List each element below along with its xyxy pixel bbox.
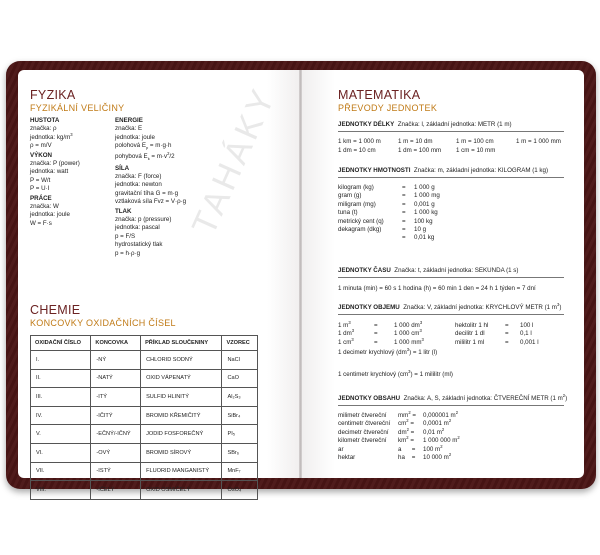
quantity-line: p = h·ρ·g bbox=[115, 249, 141, 257]
cell: NaCl bbox=[222, 351, 258, 370]
conversion: 1 m = 1 000 mm bbox=[516, 138, 561, 145]
quantity-name: VÝKON bbox=[30, 151, 53, 159]
quantity-line: jednotka: joule bbox=[30, 211, 70, 219]
table-row bbox=[31, 443, 258, 462]
section-desc: Značka: t, základní jednotka: SEKUNDA (1 s) bbox=[394, 267, 519, 274]
unit-name: kilometr čtvereční bbox=[338, 437, 387, 445]
conversion: 1 cm = 10 mm bbox=[456, 147, 496, 154]
table-header-row bbox=[31, 336, 258, 351]
cell: II. bbox=[31, 369, 91, 388]
conversion: 1 km = 1 000 m bbox=[338, 138, 381, 145]
quantity-line: pohybová $E_k = m\cdot v^2/2$ bbox=[115, 150, 175, 162]
section-length bbox=[338, 121, 512, 128]
fyzika-subtitle: FYZIKÁLNÍ VELIČINY bbox=[30, 103, 125, 113]
unit-value: 100 l bbox=[520, 322, 534, 329]
unit-value: 100 kg bbox=[414, 217, 433, 225]
quantity-line: jednotka: joule bbox=[115, 133, 155, 141]
unit-name: ar bbox=[338, 445, 344, 453]
oxidation-table bbox=[30, 335, 258, 500]
matematika-title: MATEMATIKA bbox=[338, 88, 421, 102]
cell: I. bbox=[31, 351, 91, 370]
unit-value: 1 000 kg bbox=[414, 209, 438, 217]
quantity-line: značka: F (force) bbox=[115, 172, 162, 180]
cell: V. bbox=[31, 425, 91, 444]
cell: OXID OSMIČELÝ bbox=[141, 481, 222, 500]
volume-left: 1 $m^3$ 1 $dm^3$ 1 $cm^3$ bbox=[338, 319, 355, 346]
quantity-line: vztlaková síla Fvz = V·ρ·g bbox=[115, 198, 187, 206]
volume-equals-2: = = = bbox=[505, 322, 509, 346]
section-desc: Značka: m, základní jednotka: KILOGRAM (1 kg) bbox=[413, 167, 549, 174]
section-mass bbox=[338, 167, 548, 174]
unit-name: dekagram (dkg) bbox=[338, 226, 382, 234]
notebook-spine bbox=[299, 70, 302, 478]
time-conversions: 1 minuta (min) = 60 s 1 hodina (h) = 60 min 1 den = 24 h 1 týden = 7 dní bbox=[338, 285, 536, 292]
cell: -ITÝ bbox=[91, 388, 141, 407]
unit-value: 0,001 l bbox=[520, 338, 539, 346]
quantity-line: značka: p (pressure) bbox=[115, 215, 172, 223]
quantity-line: polohová $E_p = m\cdot g\cdot h$ bbox=[115, 142, 172, 151]
cell: SiBr₄ bbox=[222, 406, 258, 425]
quantity-line: jednotka: pascal bbox=[115, 224, 160, 232]
unit-value: 1 000 mg bbox=[414, 192, 440, 200]
physics-column-2 bbox=[115, 117, 186, 258]
unit-name: gram (g) bbox=[338, 192, 362, 200]
section-rule bbox=[338, 177, 564, 178]
physics-column-1 bbox=[30, 117, 80, 228]
cell: FLUORID MANGANISTÝ bbox=[141, 462, 222, 481]
cell: BROMID SÍROVÝ bbox=[141, 443, 222, 462]
quantity-name: TLAK bbox=[115, 207, 132, 215]
quantity-line: W = F·s bbox=[30, 219, 52, 227]
section-area bbox=[338, 392, 568, 402]
unit-value: 0,001 g bbox=[414, 200, 435, 208]
chemie-title: CHEMIE bbox=[30, 303, 81, 317]
section-rule bbox=[338, 405, 564, 406]
table-row bbox=[31, 369, 258, 388]
cell: VII. bbox=[31, 462, 91, 481]
unit-value: 0,1 l bbox=[520, 330, 532, 338]
mass-values bbox=[414, 184, 440, 243]
cell: SBr₆ bbox=[222, 443, 258, 462]
cell: -NÝ bbox=[91, 351, 141, 370]
cell: OsO₄ bbox=[222, 481, 258, 500]
mass-units bbox=[338, 184, 384, 234]
cell: -EČNÝ/-IČNÝ bbox=[91, 425, 141, 444]
section-rule bbox=[338, 277, 564, 278]
cell: IV. bbox=[31, 406, 91, 425]
quantity-line: p = F/S bbox=[115, 232, 136, 240]
conversion: 1 m = 10 dm bbox=[398, 138, 433, 145]
section-label: JEDNOTKY DÉLKY bbox=[338, 121, 395, 128]
column-header: OXIDAČNÍ ČÍSLO bbox=[31, 336, 91, 351]
table-row bbox=[31, 425, 258, 444]
quantity-line: značka: ρ bbox=[30, 125, 57, 133]
conversion: 1 dm = 100 mm bbox=[398, 147, 442, 154]
mass-equals: = = = = = = = bbox=[402, 184, 406, 242]
unit-name: miligram (mg) bbox=[338, 200, 376, 208]
unit-name: mililitr 1 ml bbox=[455, 338, 485, 346]
cell: VIII. bbox=[31, 481, 91, 500]
cell: SULFID HLINITÝ bbox=[141, 388, 222, 407]
volume-left-values: 1 000 $dm^3$ 1 000 $cm^3$ 1 000 $mm^3$ bbox=[394, 319, 424, 346]
section-label: JEDNOTKY HMOTNOSTI bbox=[338, 167, 411, 174]
volume-extra-1: 1 decimetr krychlový $(dm^3) = 1$ litr (l) bbox=[338, 346, 438, 356]
volume-right-values bbox=[520, 322, 539, 347]
area-symbols: $mm^2$ = $cm^2$ = $dm^2$ = $km^2$ = a = ha = bbox=[398, 409, 416, 462]
quantity-line: značka: E bbox=[115, 125, 143, 133]
section-rule bbox=[338, 131, 564, 132]
quantity-line: jednotka: newton bbox=[115, 181, 162, 189]
section-volume bbox=[338, 301, 562, 311]
section-label: JEDNOTKY OBSAHU bbox=[338, 395, 401, 402]
unit-name: hektolitr 1 hl bbox=[455, 322, 489, 329]
quantity-line: ρ = m/V bbox=[30, 142, 52, 150]
unit-name: decimetr čtvereční bbox=[338, 428, 389, 436]
volume-extra-2: 1 centimetr krychlový $(cm^3) = 1$ mililitr (ml) bbox=[338, 368, 453, 378]
quantity-line: hydrostatický tlak bbox=[115, 241, 163, 249]
cell: Al₂S₃ bbox=[222, 388, 258, 407]
cell: JODID FOSFOREČNÝ bbox=[141, 425, 222, 444]
unit-name: hektar bbox=[338, 454, 356, 462]
quantity-line: jednotka: watt bbox=[30, 168, 69, 176]
quantity-name: SÍLA bbox=[115, 164, 130, 172]
volume-equals: = = = bbox=[374, 322, 378, 346]
column-header: PŘÍKLAD SLOUČENINY bbox=[141, 336, 222, 351]
cell: -IČITÝ bbox=[91, 406, 141, 425]
quantity-line: P = U·I bbox=[30, 185, 50, 193]
cell: PI₅ bbox=[222, 425, 258, 444]
quantity-name: HUSTOTA bbox=[30, 117, 60, 124]
conversion: 1 m = 100 cm bbox=[456, 138, 494, 145]
section-time bbox=[338, 267, 518, 274]
cell: -NATÝ bbox=[91, 369, 141, 388]
unit-name: centimetr čtvereční bbox=[338, 420, 391, 428]
unit-value: 10 g bbox=[414, 226, 427, 234]
cell: III. bbox=[31, 388, 91, 407]
quantity-line: gravitační tíha G = m·g bbox=[115, 189, 179, 197]
column-header: KONCOVKA bbox=[91, 336, 141, 351]
cell: -IČELÝ bbox=[91, 481, 141, 500]
tahaky-watermark: TAHÁKY bbox=[185, 81, 284, 241]
section-desc: Značka: V, základní jednotka: KRYCHLOVÝ METR (1 $m^3$) bbox=[403, 301, 562, 311]
unit-name: tuna (t) bbox=[338, 209, 358, 217]
table-row bbox=[31, 388, 258, 407]
unit-value: 1 000 g bbox=[414, 184, 435, 191]
unit-name: milimetr čtvereční bbox=[338, 412, 387, 419]
area-values: 0,000001 $m^2$ 0,0001 $m^2$ 0,01 $m^2$ 1 000 000 $m^2$ 100 $m^2$ 10 000 $m^2$ bbox=[423, 409, 460, 462]
unit-name: decilitr 1 dl bbox=[455, 330, 485, 338]
matematika-subtitle: PŘEVODY JEDNOTEK bbox=[338, 103, 438, 113]
section-desc: Značka: l, základní jednotka: METR (1 m) bbox=[397, 121, 512, 128]
volume-right bbox=[455, 322, 488, 347]
area-units bbox=[338, 412, 390, 462]
cell: -ISTÝ bbox=[91, 462, 141, 481]
cell: OXID VÁPENATÝ bbox=[141, 369, 222, 388]
cell: CaO bbox=[222, 369, 258, 388]
chemie-subtitle: KONCOVKY OXIDAČNÍCH ČÍSEL bbox=[30, 318, 176, 328]
quantity-name: PRÁCE bbox=[30, 194, 52, 202]
cell: VI. bbox=[31, 443, 91, 462]
quantity-line: značka: P (power) bbox=[30, 160, 80, 168]
unit-name: metrický cent (q) bbox=[338, 217, 384, 225]
quantity-line: značka: W bbox=[30, 203, 59, 211]
cell: -OVÝ bbox=[91, 443, 141, 462]
table-row bbox=[31, 462, 258, 481]
section-label: JEDNOTKY ČASU bbox=[338, 267, 391, 274]
cell: MnF₇ bbox=[222, 462, 258, 481]
unit-name: kilogram (kg) bbox=[338, 184, 374, 191]
table-row bbox=[31, 351, 258, 370]
conversion: 1 dm = 10 cm bbox=[338, 147, 376, 154]
column-header: VZOREC bbox=[222, 336, 258, 351]
quantity-line: jednotka: $kg/m^3$ bbox=[30, 131, 73, 141]
cell: CHLORID SODNÝ bbox=[141, 351, 222, 370]
cell: BROMID KŘEMIČITÝ bbox=[141, 406, 222, 425]
fyzika-title: FYZIKA bbox=[30, 88, 76, 102]
table-row bbox=[31, 406, 258, 425]
section-rule bbox=[338, 314, 564, 315]
table-row bbox=[31, 481, 258, 500]
section-desc: Značka: A, S, základní jednotka: ČTVEREČNÍ METR (1 $m^2$) bbox=[403, 392, 568, 402]
quantity-line: P = W/t bbox=[30, 176, 51, 184]
quantity-name: ENERGIE bbox=[115, 117, 143, 124]
section-label: JEDNOTKY OBJEMU bbox=[338, 304, 400, 311]
unit-value: 0,01 kg bbox=[414, 234, 435, 242]
